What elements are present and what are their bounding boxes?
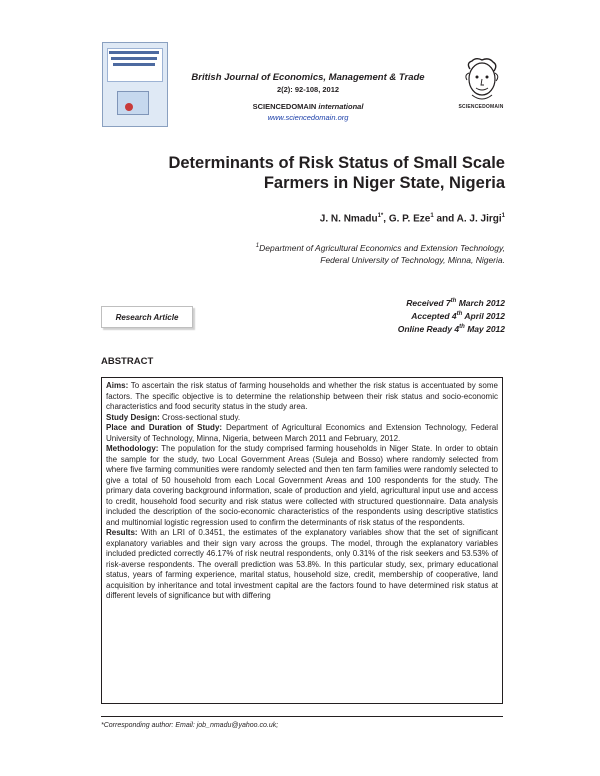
abstract-methodology: Methodology: The population for the study comprised farming households in Niger State. In order to obtain the sample for the study, two Local Government Areas (Suleja and Bosso) where randomly selected from where five farming communities were randomly selected and then ten farm families were randomly selected to give a total of 50 household from each Local Government Areas and 100 respondents for the study. The primary data covering background information, scale of production and yield, agricultural input use and access to credit, household food security and risk status were collected with structured questionnaire. Data analysis included the description of the socio-economic characteristics of the respondents using descriptive statistics and multinomial logistic regression used to confirm the determinants of risk status of the respondents.	[106, 444, 498, 527]
abstract-design: Study Design: Cross-sectional study.	[106, 412, 241, 422]
publisher-name: SCIENCEDOMAIN international	[252, 102, 364, 111]
article-type-badge: Research Article	[101, 306, 193, 328]
publisher-logo-text: SCIENCEDOMAIN	[458, 104, 504, 110]
author-list: J. N. Nmadu$^{1*}$, G. P. Eze$^1$ and A. J. Jirgi$^1$	[319, 213, 505, 225]
abstract-heading: ABSTRACT	[101, 356, 154, 367]
publisher-website-link[interactable]: www.sciencedomain.org	[267, 113, 349, 122]
abstract-aims: Aims: To ascertain the risk status of farming households and whether the risk status is accentuated by some factors. The specific objective is to determine the relationship between their risk status and socio-economic characteristics and food security status in the study area.	[106, 381, 498, 411]
paper-title	[120, 153, 505, 193]
paper-title-line: Farmers in Niger State, Nigeria	[263, 174, 505, 192]
author-affiliation: $^1$Department of Agricultural Economics and Extension Technology, Federal University of Technology, Minna, Nigeria.	[255, 242, 505, 265]
publication-dates	[300, 296, 505, 334]
journal-issue: 2(2): 92-108, 2012	[276, 85, 340, 94]
abstract-place: Place and Duration of Study: Department of Agricultural Economics and Extension Technology, Federal University of Technology, Minna, Nigeria, between March 2011 and February, 2012.	[106, 423, 499, 443]
journal-title: British Journal of Economics, Management & Trade	[191, 72, 425, 83]
date-online: Online Ready 4th May 2012	[397, 323, 505, 334]
paper-title-line: Determinants of Risk Status of Small Scale	[168, 154, 505, 172]
footnote-divider	[101, 716, 503, 717]
publisher-logo	[456, 55, 506, 110]
date-received: Received 7th March 2012	[406, 297, 505, 308]
date-accepted: Accepted 4th April 2012	[411, 310, 505, 321]
abstract-box	[101, 377, 503, 704]
abstract-results: Results: With an LRI of 0.3451, the estimates of the explanatory variables show that the set of significant explanatory variables and their sign vary across the groups. The model, through the explanatory variables included predicted correctly 46.17% of risk neutral respondents, only 0.31% of the risk seekers and 53.53% of risk-averse respondents. The overall prediction was 53.8%. In this particular study, sex, primary educational status, years of farming experience, marital status, household size, credit, membership of cooperative, land acquisition by inheritance and total investment capital are the factors found to have determined risk status at different levels of significance but with differing	[106, 528, 498, 600]
corresponding-author-footnote: *Corresponding author: Email: job_nmadu@yahoo.co.uk;	[101, 722, 279, 729]
journal-cover-thumbnail	[102, 42, 168, 127]
